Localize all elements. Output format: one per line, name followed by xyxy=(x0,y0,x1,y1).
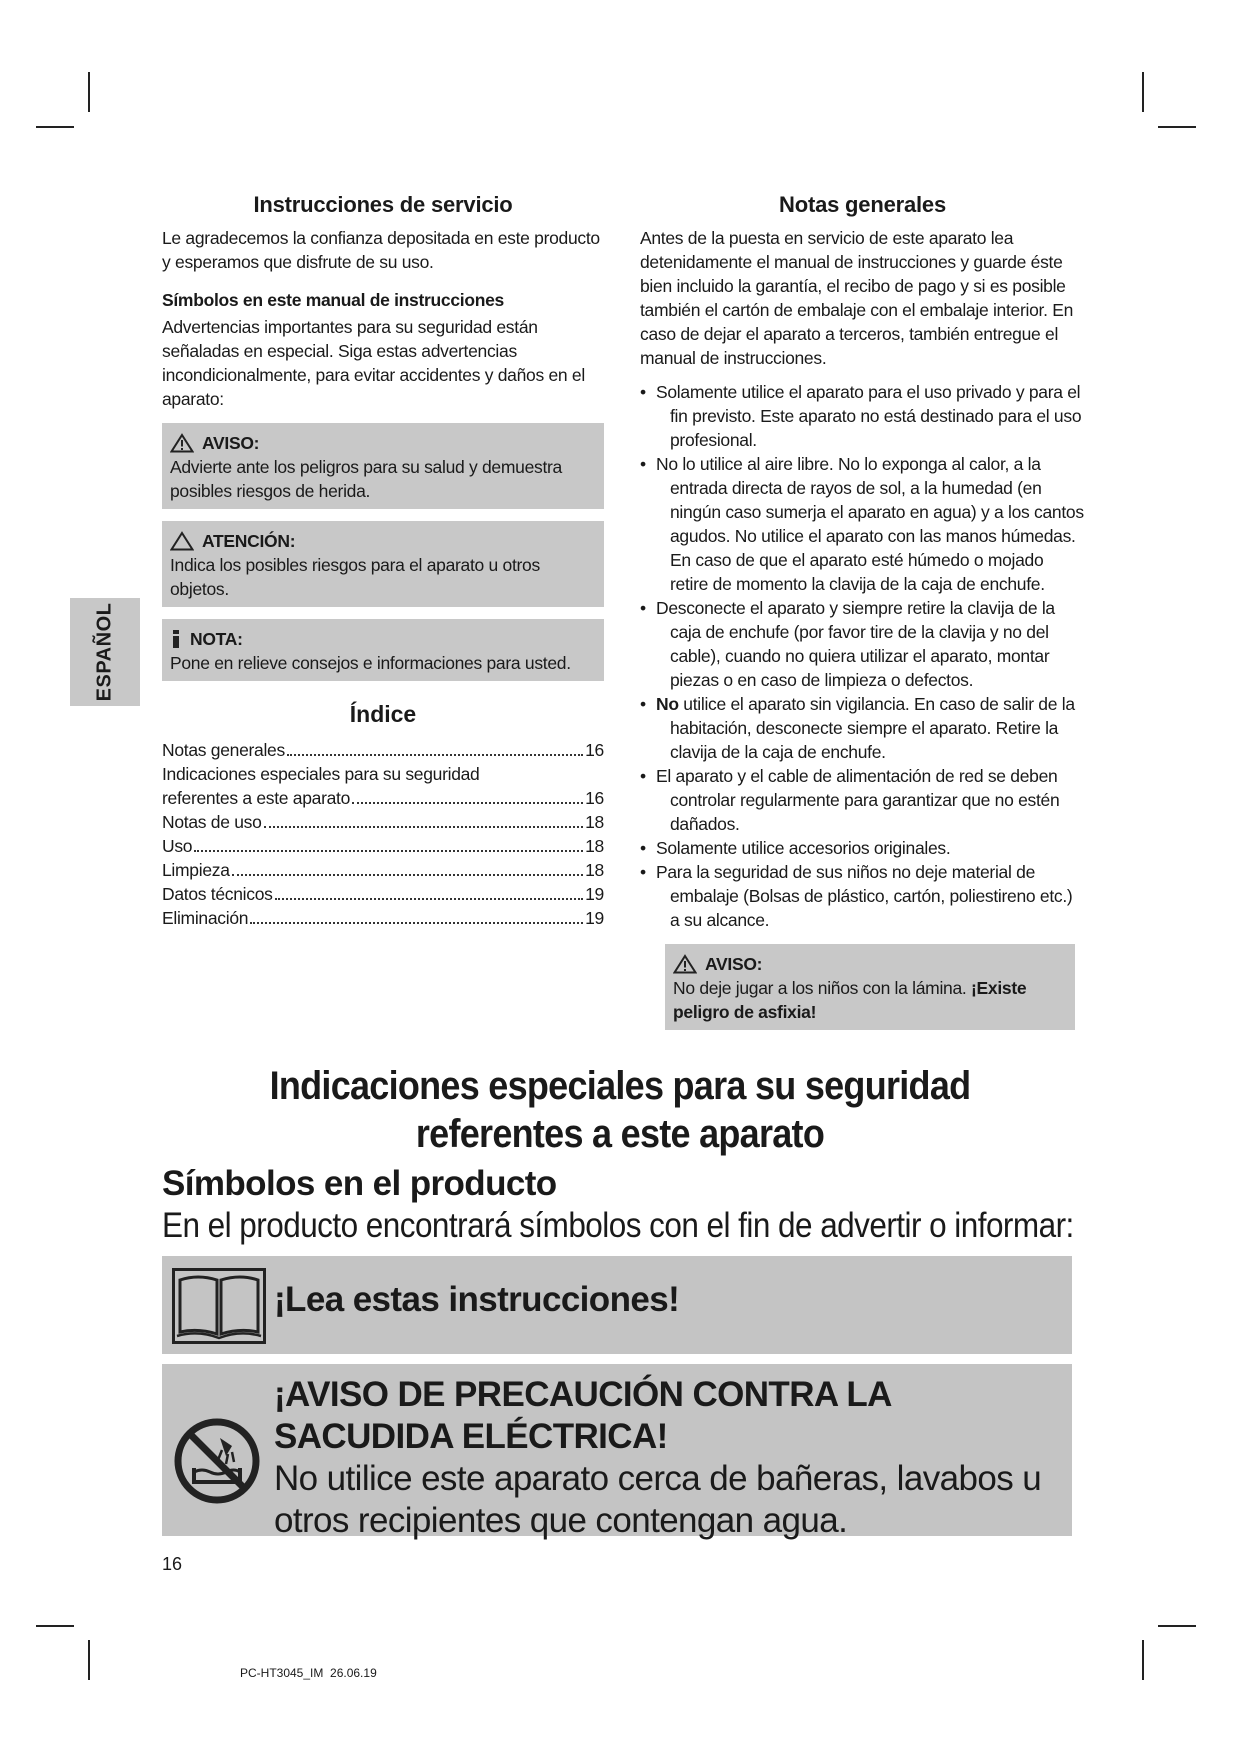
left-column xyxy=(162,192,604,930)
index-entry: Eliminación 19 xyxy=(162,908,604,928)
list-item: • Para la seguridad de sus niños no deje material de embalaje (Bolsas de plástico, cartón, poliestireno etc.) a su alcance. xyxy=(640,860,1085,932)
index-list xyxy=(162,738,604,930)
nota-box xyxy=(162,619,604,681)
warning-triangle-icon xyxy=(673,954,697,974)
open-book-icon xyxy=(172,1268,266,1344)
index-entry: Notas de uso 18 xyxy=(162,812,604,832)
safety-title-line2: referentes a este aparato xyxy=(415,1112,825,1156)
list-item: • Solamente utilice accesorios originales. xyxy=(640,836,1085,860)
caution-triangle-icon xyxy=(170,531,194,551)
crop-mark xyxy=(36,126,74,128)
index-entry: referentes a este aparato 16 xyxy=(162,788,604,808)
language-tab xyxy=(70,598,140,706)
list-item: • El aparato y el cable de alimentación de red se deben controlar regularmente para garantizar que no estén dañados. xyxy=(640,764,1085,836)
aviso-box xyxy=(162,423,604,509)
electric-shock-panel xyxy=(162,1364,1072,1540)
warning-triangle-icon xyxy=(170,433,194,453)
nota-label: NOTA: xyxy=(190,629,243,649)
atencion-label: ATENCIÓN: xyxy=(202,531,296,551)
document-code: PC-HT3045_IM 26.06.19 xyxy=(240,1666,377,1680)
index-title: Índice xyxy=(349,701,417,727)
symbols-product-subtitle: En el producto encontrará símbolos con el fin de advertir o informar: xyxy=(162,1206,1074,1245)
index-entry: Uso 18 xyxy=(162,836,604,856)
intro-paragraph: Le agradecemos la confianza depositada en este producto y esperamos que disfrute de su uso. xyxy=(162,228,600,272)
crop-mark xyxy=(1158,1625,1196,1627)
safety-title-line1: Indicaciones especiales para su seguridad xyxy=(269,1064,971,1108)
aviso-text: Advierte ante los peligros para su salud y demuestra posibles riesgos de herida. xyxy=(170,457,562,501)
list-item: • No lo utilice al aire libre. No lo exponga al calor, a la entrada directa de rayos de sol, a la humedad (en ningún caso sumerja el aparato en agua) y a los cantos agudos. No utilice el aparato con las manos húmedas. En caso de que el aparato esté húmedo o mojado retire de momento la clavija de la caja de enchufe. xyxy=(640,452,1085,596)
aviso-text: No deje jugar a los niños con la lámina. ¡Existe peligro de asfixia! xyxy=(673,978,1027,1022)
crop-mark xyxy=(1142,72,1144,112)
crop-mark xyxy=(1158,126,1196,128)
read-instructions-panel xyxy=(162,1256,1072,1354)
electric-shock-text: No utilice este aparato cerca de bañeras, lavabos u otros recipientes que contengan agua. xyxy=(274,1459,1042,1540)
general-notes-list xyxy=(640,380,1085,932)
aviso-box-children xyxy=(665,944,1075,1030)
section-title-instructions: Instrucciones de servicio xyxy=(253,192,513,217)
crop-mark xyxy=(1142,1640,1144,1680)
crop-mark xyxy=(36,1625,74,1627)
page-number: 16 xyxy=(162,1554,183,1574)
aviso-label: AVISO: xyxy=(202,433,260,453)
right-column xyxy=(640,192,1085,1030)
crop-mark xyxy=(88,72,90,112)
index-entry: Limpieza 18 xyxy=(162,860,604,880)
nota-text: Pone en relieve consejos e informaciones para usted. xyxy=(170,653,571,673)
atencion-box xyxy=(162,521,604,607)
language-tab-label: ESPAÑOL xyxy=(93,602,116,702)
aviso-label: AVISO: xyxy=(705,954,763,974)
symbols-product-title: Símbolos en el producto xyxy=(162,1164,557,1203)
symbols-heading: Símbolos en este manual de instrucciones xyxy=(162,290,504,310)
general-notes-intro: Antes de la puesta en servicio de este aparato lea detenidamente el manual de instrucciones y guarde éste bien incluido la garantía, el recibo de pago y si es posible también el cartón de embalaje con el embalaje interior. En caso de dejar el aparato a terceros, también entregue el manual de instrucciones. xyxy=(640,228,1074,368)
list-item: • No utilice el aparato sin vigilancia. En caso de salir de la habitación, desconecte siempre el aparato. Retire la clavija de la caja de enchufe. xyxy=(640,692,1085,764)
list-item: • Desconecte el aparato y siempre retire la clavija de la caja de enchufe (por favor tire de la clavija y no del cable), cuando no quiera utilizar el aparato, montar piezas o en caso de limpieza o defectos. xyxy=(640,596,1085,692)
index-entry: Notas generales 16 xyxy=(162,740,604,760)
info-icon xyxy=(170,629,182,649)
list-item: • Solamente utilice el aparato para el uso privado y para el fin previsto. Este aparato no está destinado para el uso profesional. xyxy=(640,380,1085,452)
section-title-general-notes: Notas generales xyxy=(779,192,946,217)
no-water-bath-icon xyxy=(172,1416,262,1506)
read-instructions-label: ¡Lea estas instrucciones! xyxy=(274,1280,680,1319)
symbols-paragraph: Advertencias importantes para su seguridad están señaladas en especial. Siga estas advertencias incondicionalmente, para evitar accidentes y daños en el aparato: xyxy=(162,317,585,409)
crop-mark xyxy=(88,1640,90,1680)
index-entry: Datos técnicos 19 xyxy=(162,884,604,904)
index-entry: Indicaciones especiales para su seguridad xyxy=(162,764,480,784)
atencion-text: Indica los posibles riesgos para el aparato u otros objetos. xyxy=(170,555,540,599)
electric-shock-title: ¡AVISO DE PRECAUCIÓN CONTRA LA SACUDIDA ELÉCTRICA! xyxy=(274,1375,891,1456)
